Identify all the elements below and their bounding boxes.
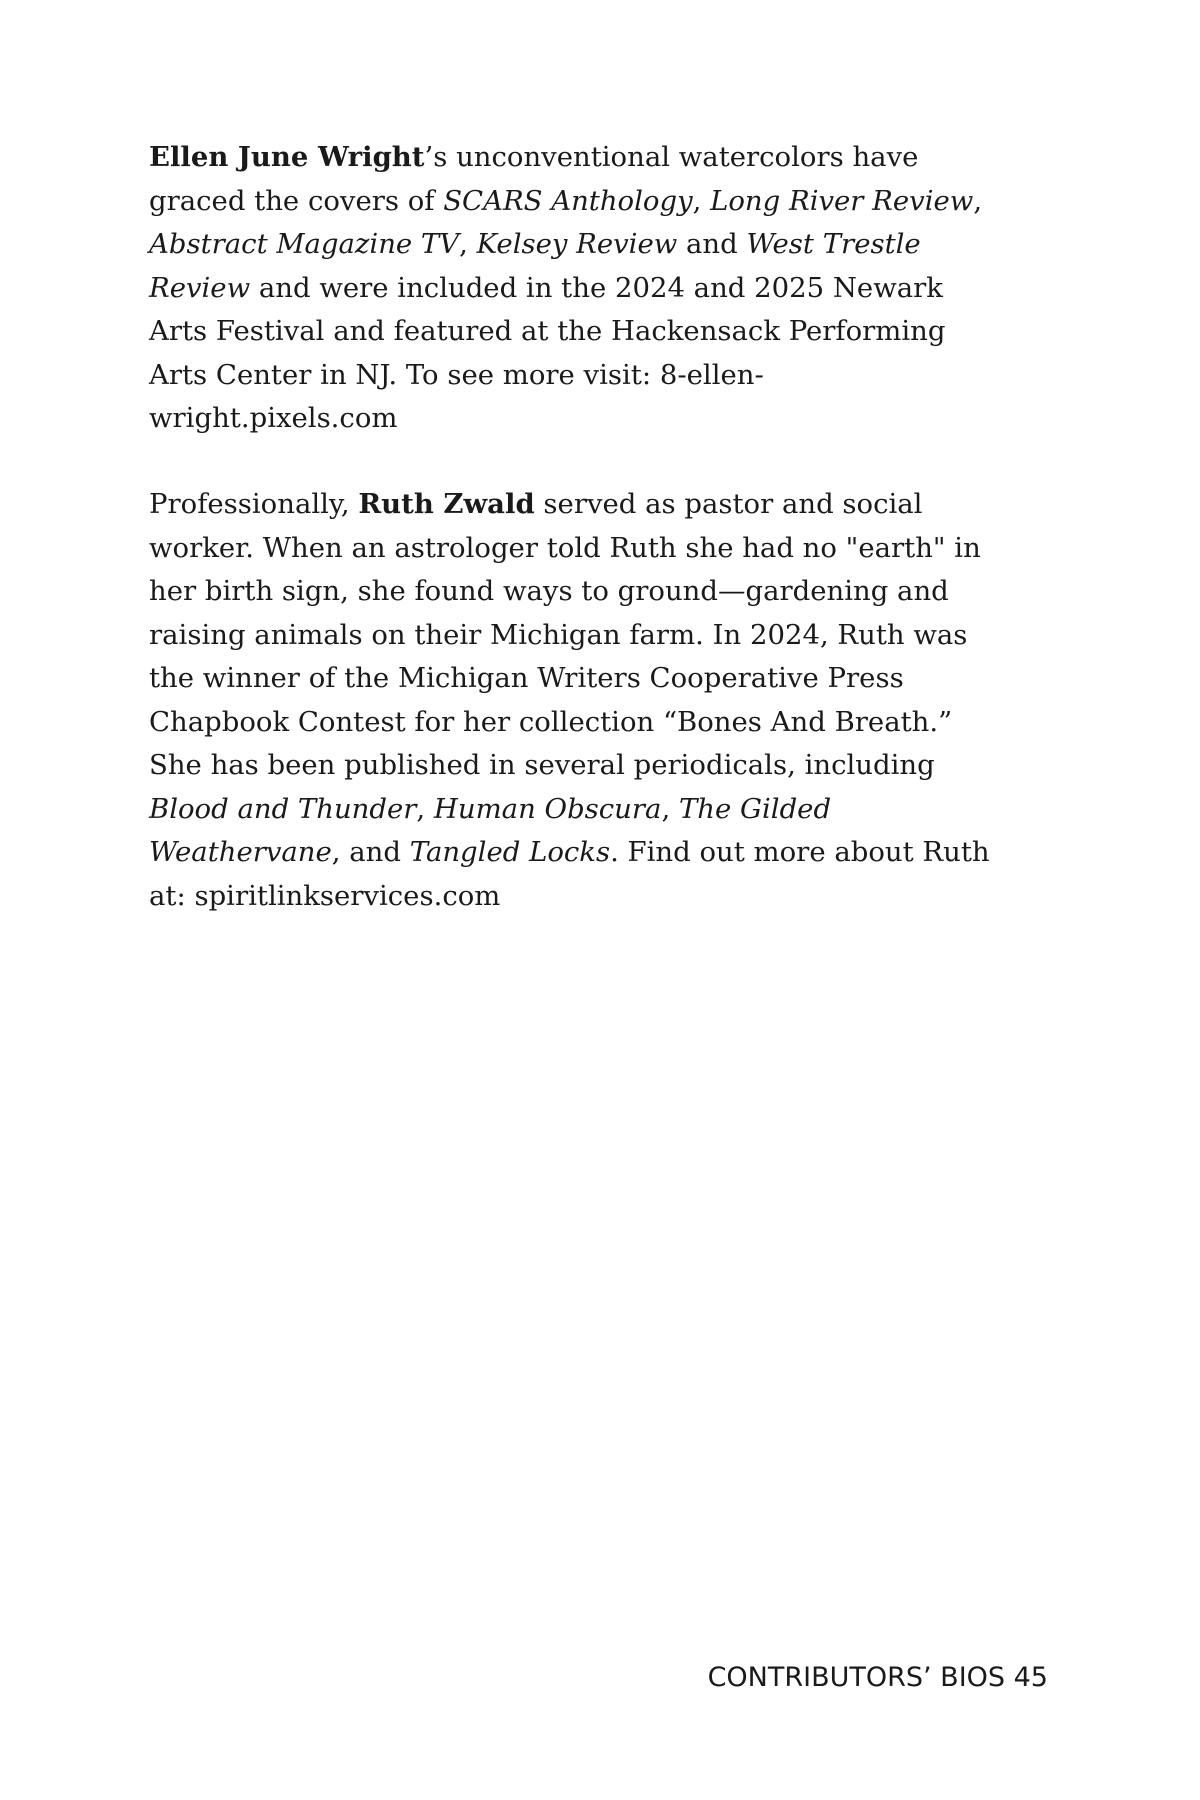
text-run: worker. When an astrologer told Ruth she had no "earth" in <box>149 531 981 564</box>
text-run: , and <box>331 836 410 868</box>
text-run: at: spiritlinkservices.com <box>149 879 501 912</box>
text-run: her birth sign, she found ways to ground—gardening and <box>149 575 949 607</box>
text-line <box>149 744 1049 788</box>
text-run: She has been published in several periodicals, including <box>149 749 935 781</box>
text-run: , <box>416 792 434 825</box>
text-line <box>149 310 1049 354</box>
italic-title: Human Obscura <box>433 792 662 825</box>
italic-title: Kelsey Review <box>476 228 678 260</box>
text-run: , <box>692 184 711 217</box>
text-run: served as pastor and social <box>534 488 923 520</box>
text-run: and <box>677 228 747 260</box>
text-line <box>149 223 1049 267</box>
italic-title: Blood and Thunder <box>149 792 417 825</box>
text-line <box>149 180 1049 224</box>
bold-name: Ellen June Wright <box>149 141 425 173</box>
text-line <box>149 267 1049 311</box>
italic-title: Long River Review <box>710 184 974 217</box>
text-run: Chapbook Contest for her collection “Bones And Breath.” <box>149 705 953 738</box>
text-line <box>149 570 1049 614</box>
text-line <box>149 701 1049 745</box>
text-line <box>149 527 1049 571</box>
text-run: , <box>459 228 477 260</box>
text-run: . Find out more about Ruth <box>610 836 990 868</box>
italic-title: SCARS Anthology <box>443 184 693 217</box>
text-run: , <box>973 184 983 217</box>
text-run: wright.pixels.com <box>149 402 398 434</box>
italic-title: West Trestle <box>746 228 921 260</box>
text-run: the winner of the Michigan Writers Cooperative Press <box>149 662 904 694</box>
bio-ruth-zwald <box>149 483 1049 918</box>
text-run: raising animals on their Michigan farm. In 2024, Ruth was <box>149 618 968 651</box>
italic-title: Abstract Magazine TV <box>149 228 460 260</box>
page-footer <box>708 1660 1048 1696</box>
text-line <box>149 875 1049 919</box>
text-run: Arts Center in NJ. To see more visit: 8-ellen- <box>149 358 764 391</box>
running-head-page-number: CONTRIBUTORS’ BIOS 45 <box>707 1662 1048 1693</box>
text-run: and were included in the 2024 and 2025 Newark <box>250 271 943 304</box>
bold-name: Ruth Zwald <box>358 488 535 520</box>
text-line <box>149 483 1049 527</box>
text-line <box>149 831 1049 875</box>
text-run: , <box>661 792 679 825</box>
text-line <box>149 397 1049 441</box>
italic-title: Review <box>149 271 251 304</box>
text-run: ’s unconventional watercolors have <box>424 141 919 173</box>
text-line <box>149 657 1049 701</box>
italic-title: Tangled Locks <box>409 836 611 868</box>
text-line <box>149 354 1049 398</box>
italic-title: The Gilded <box>678 792 832 825</box>
bio-ellen-june-wright <box>149 136 1049 441</box>
text-run: Professionally, <box>149 488 359 520</box>
text-line <box>149 788 1049 832</box>
text-line <box>149 614 1049 658</box>
text-run: graced the covers of <box>149 184 444 217</box>
text-run: Arts Festival and featured at the Hackensack Performing <box>149 315 946 347</box>
italic-title: Weathervane <box>149 836 332 868</box>
text-line <box>149 136 1049 180</box>
